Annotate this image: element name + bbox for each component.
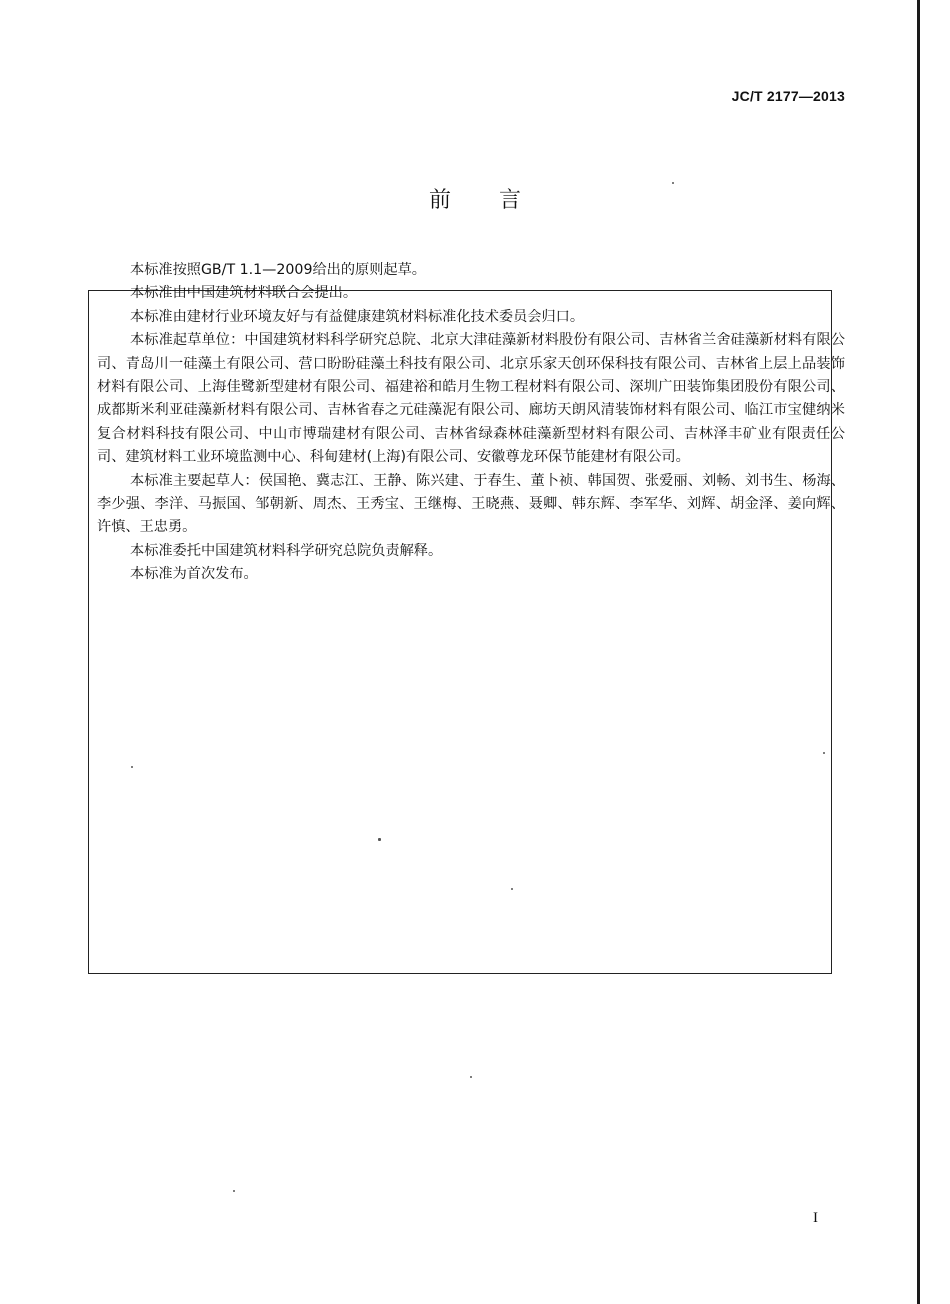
scan-speck xyxy=(233,1190,235,1192)
paragraph-proposer: 本标准由中国建筑材料联合会提出。 xyxy=(130,285,358,302)
paragraph-drafting-rule: 本标准按照GB/T 1.1—2009给出的原则起草。 xyxy=(130,262,426,278)
scan-speck xyxy=(823,752,825,754)
scan-speck xyxy=(131,766,133,768)
document-code: JC/T 2177—2013 xyxy=(731,88,845,104)
paragraph-drafters: 本标准主要起草人：侯国艳、冀志江、王静、陈兴建、于春生、董卜祯、韩国贺、张爱丽、刘畅、刘书生、杨海、李少强、李洋、马振国、邹朝新、周杰、王秀宝、王继梅、王晓燕、聂卿、韩东辉、李军华、刘辉、胡金泽、姜向辉、许慎、王忠勇。 xyxy=(97,472,845,536)
page-title: 前言 xyxy=(428,188,569,213)
scan-speck xyxy=(672,182,674,184)
paragraph-committee: 本标准由建材行业环境友好与有益健康建筑材料标准化技术委员会归口。 xyxy=(130,308,585,325)
page-number: I xyxy=(813,1210,818,1226)
paragraph-interpretation: 本标准委托中国建筑材料科学研究总院负责解释。 xyxy=(130,542,443,559)
paragraph-first-release: 本标准为首次发布。 xyxy=(130,566,258,583)
scan-speck xyxy=(470,1076,472,1078)
scan-speck xyxy=(511,888,513,890)
paragraph-drafting-units: 本标准起草单位：中国建筑材料科学研究总院、北京大津硅藻新材料股份有限公司、吉林省兰舍硅藻新材料有限公司、青岛川一硅藻土有限公司、营口盼盼硅藻土科技有限公司、北京乐家天创环保科技有限公司、吉林省上层上品装饰材料有限公司、上海佳鹭新型建材有限公司、福建裕和皓月生物工程材料有限公司、深圳广田装饰集团股份有限公司、成都斯米利亚硅藻新材料有限公司、吉林省春之元硅藻泥有限公司、廊坊天朗风清装饰材料有限公司、临江市宝健纳米复合材料科技有限公司、中山市博瑞建材有限公司、吉林省绿森林硅藻新型材料有限公司、吉林泽丰矿业有限责任公司、建筑材料工业环境监测中心、科甸建材(上海)有限公司、安徽尊龙环保节能建材有限公司。 xyxy=(97,332,845,466)
foreword-body xyxy=(97,259,845,587)
scan-speck xyxy=(378,838,381,841)
